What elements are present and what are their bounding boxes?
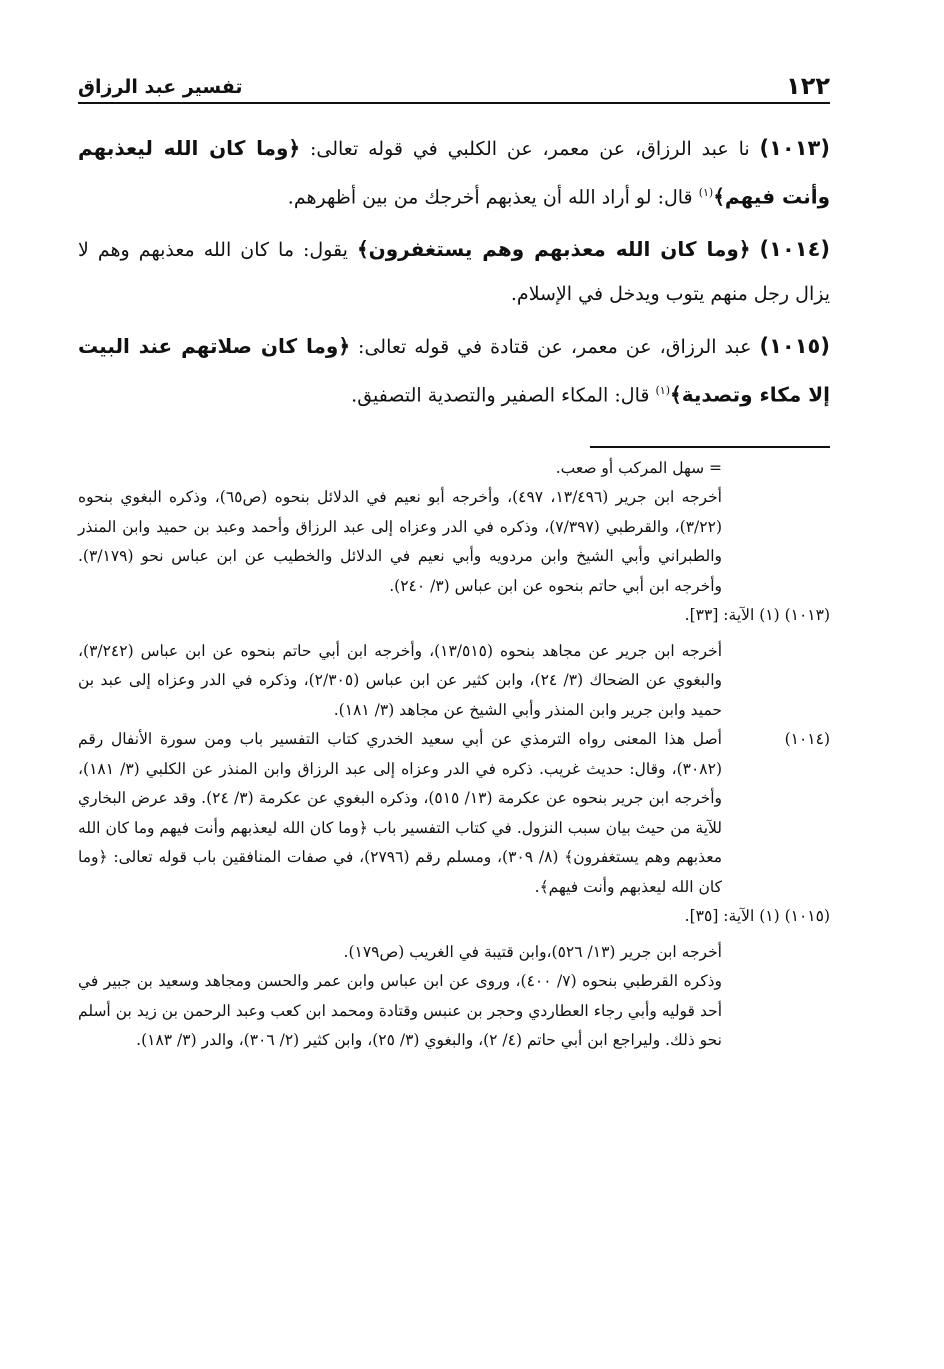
quran-verse: ﴿وما كان صلاتهم عند البيت إلا مكاء وتصدية﴾ [78, 334, 830, 407]
entry-text: قال: لو أراد الله أن يعذبهم أخرجك من بين أظهرهم. [287, 186, 699, 209]
footnote-line: أخرجه ابن جرير (١٣/٤٩٦، ٤٩٧)، وأخرجه أبو نعيم في الدلائل بنحوه (ص٦٥)، وذكره البغوي بنحوه (٣/٢٢)، والقرطبي (٧/٣٩٧)، وذكره في الدر وعزاه إلى عبد الرزاق وأحمد وعبد بن حميد وابن المنذر والطبراني وأبي الشيخ وابن مردويه وأبي نعيم في الدلائل والخطيب عن ابن عباس نحو (٣/١٧٩). وأخرجه ابن أبي حاتم بنحوه عن ابن عباس (٣/ ٢٤٠). [78, 488, 722, 595]
entry-number: (١٠١٤) [759, 237, 831, 262]
footnote-ref-1015: (١٠١٥) (١) الآية: [٣٥]. [684, 907, 830, 926]
footnote-line: = سهل المركب أو صعب. [555, 458, 722, 477]
running-title: تفسير عبد الرزاق [78, 76, 243, 98]
footnote-line: وذكره القرطبي بنحوه (٧/ ٤٠٠)، وروى عن ابن عباس وابن عمر والحسن ومجاهد وسعيد بن جبير في أحد قوليه وأبي رجاء العطاردي وحجر بن عنبس وقتادة ومحمد ابن كعب وعبد الرحمن بن زيد بن أسلم نحو ذلك. وليراجع ابن أبي حاتم (٤/ ٢)، والبغوي (٣/ ٢٥)، وابن كثير (٢/ ٣٠٦)، والدر (٣/ ١٨٣). [78, 972, 722, 1050]
main-text [78, 126, 830, 418]
entry-number: (١٠١٥) [759, 334, 830, 359]
footnote-text: أخرجه ابن جرير عن مجاهد بنحوه (١٣/٥١٥)، وأخرجه ابن أبي حاتم بنحوه عن ابن عباس (٣/٢٤٢)، والبغوي عن الضحاك (٣/ ٢٤)، وابن كثير عن ابن عباس (٢/٣٠٥)، وذكره في الدر وعزاه إلى عبد بن حميد وابن جرير وابن المنذر وأبي الشيخ عن مجاهد (٣/ ١٨١). [78, 641, 723, 719]
footnote-ref-1013: (١٠١٣) (١) الآية: [٣٣]. [684, 606, 830, 625]
footnote-1014 [78, 725, 830, 902]
page-number: ١٢٢ [786, 72, 830, 100]
book-page [78, 60, 830, 1056]
entry-text: قال: المكاء الصفير والتصدية التصفيق. [351, 384, 656, 407]
entry-text: يقول: ما كان الله معذبهم وهم لا يزال رجل منهم يتوب ويدخل في الإسلام. [78, 239, 830, 306]
page-header [78, 60, 830, 104]
footnote-line: أخرجه ابن جرير (١٣/ ٥٢٦)،وابن قتيبة في الغريب (ص١٧٩). [343, 942, 722, 961]
footnote-marker: (١) [698, 186, 714, 199]
footnote-continuation [78, 454, 722, 602]
entry-text: نا عبد الرزاق، عن معمر، عن الكلبي في قوله تعالى: [300, 138, 760, 160]
entry-text [751, 239, 760, 261]
entry-number: (١٠١٣) [759, 136, 830, 160]
quran-verse: ﴿وما كان الله ليعذبهم وأنت فيهم﴾ [78, 136, 830, 209]
footnote-separator [590, 446, 830, 448]
footnote-marker: (١) [655, 384, 671, 398]
entry-1015 [78, 324, 830, 417]
footnotes [78, 454, 830, 1056]
footnote-1015 [78, 938, 722, 1056]
footnote-1013 [78, 637, 722, 726]
footnote-ref-1014: (١٠١٤) [784, 730, 830, 749]
entry-text: عبد الرزاق، عن معمر، عن قتادة في قوله تعالى: [350, 336, 760, 359]
footnote-text: أصل هذا المعنى رواه الترمذي عن أبي سعيد الخدري كتاب التفسير باب ومن سورة الأنفال رقم (٣٠٨٢)، وقال: حديث غريب. ذكره في الدر وعزاه إلى عبد الرزاق وابن المنذر عن الكلبي (٣/ ١٨١)، وأخرجه ابن جرير بنحوه عن عكرمة (١٣/ ٥١٥)، وذكره البغوي عن عكرمة (٣/ ٢٤). وقد عرض البخاري للآية من حيث بيان سبب النزول. في كتاب التفسير باب ﴿وما كان الله ليعذبهم وأنت فيهم وما كان الله معذبهم وهم يستغفرون﴾ (٨/ ٣٠٩)، ومسلم رقم (٢٧٩٦)، في صفات المنافقين باب قوله تعالى: ﴿وما كان الله ليعذبهم وأنت فيهم﴾. [78, 730, 723, 896]
entry-1013 [78, 126, 830, 219]
entry-1014 [78, 227, 830, 316]
quran-verse: ﴿وما كان الله معذبهم وهم يستغفرون﴾ [356, 237, 751, 262]
